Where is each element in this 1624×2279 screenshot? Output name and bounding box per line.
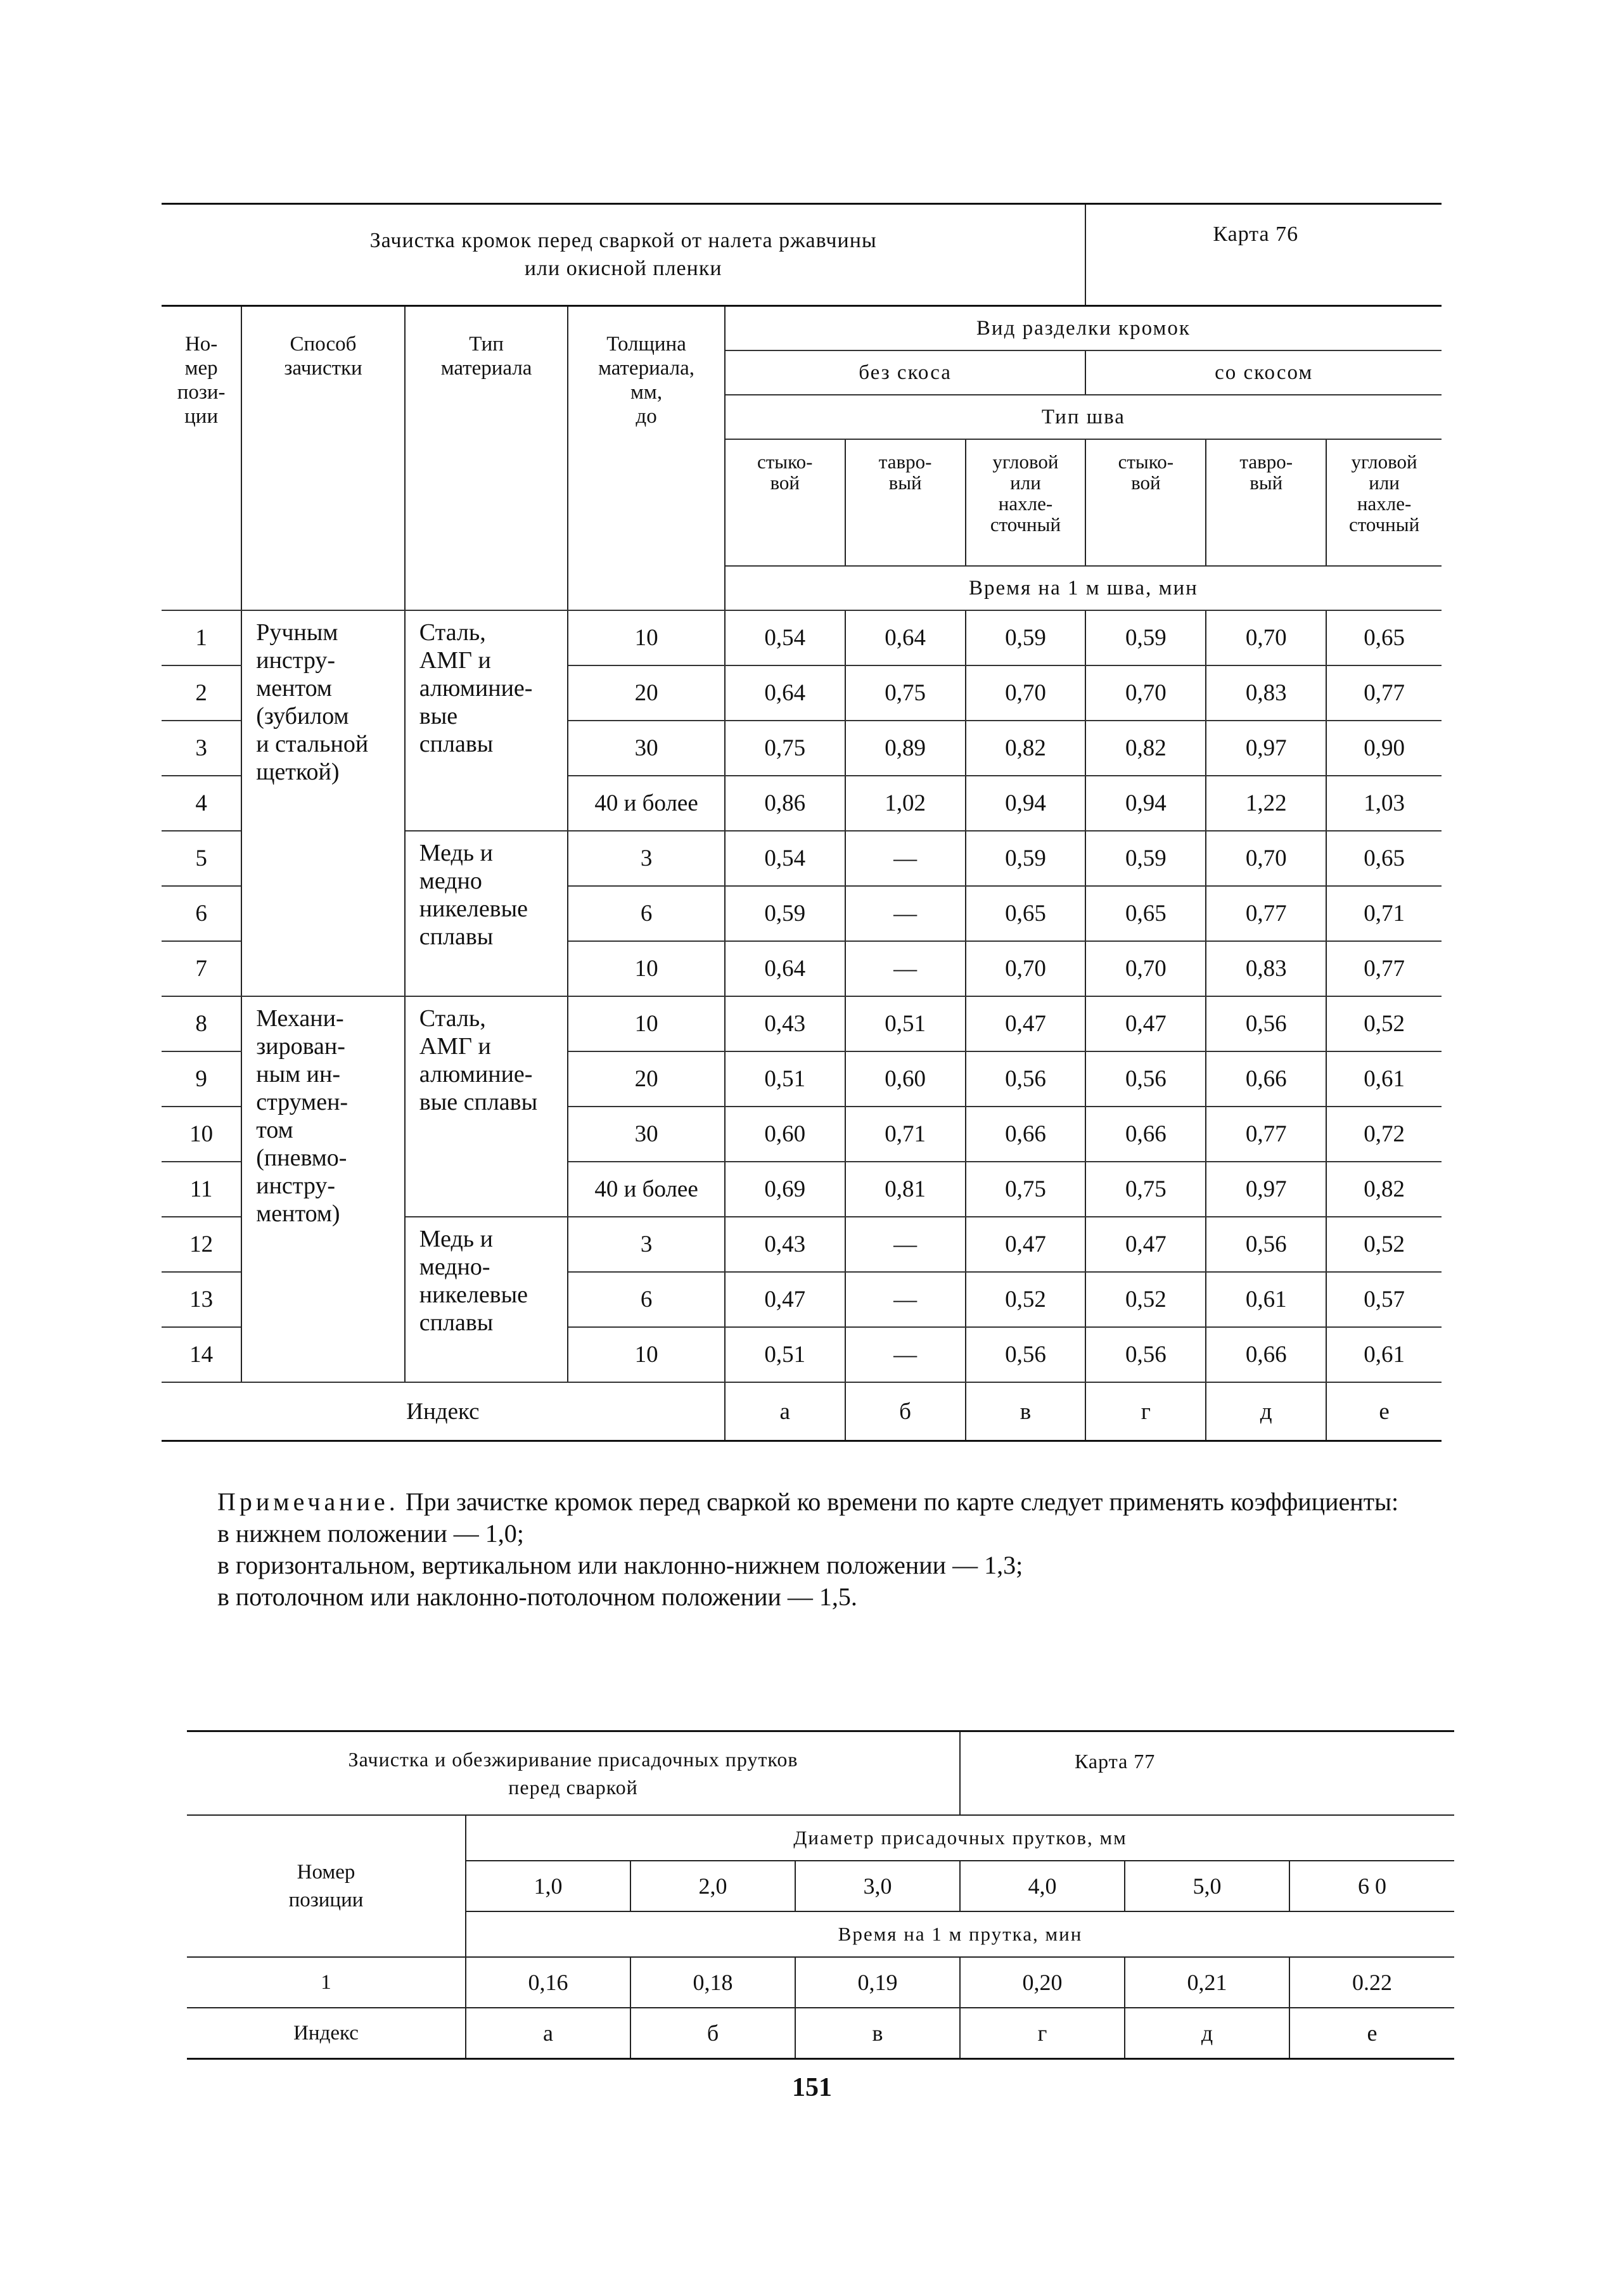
note-item: в потолочном или наклонно-потолочном положении — 1,5.	[217, 1582, 857, 1611]
method-manual: Ручным инстру- ментом (зубилом и стальной щеткой)	[241, 610, 405, 996]
diameter-value: 3,0	[795, 1861, 960, 1911]
header-no-bevel: без скоса	[725, 350, 1086, 395]
title-line-2: или окисной пленки	[524, 257, 722, 280]
header-groove-type: Вид разделки кромок	[725, 306, 1442, 351]
header-seam-butt-bevel: стыко- вой	[1085, 439, 1206, 566]
header-bevel: со скосом	[1085, 350, 1442, 395]
header-seam-fillet: угловой или нахле- сточный	[966, 439, 1086, 566]
note-text: При зачистке кромок перед сваркой ко времени по карте следует применять коэффициенты:	[405, 1487, 1399, 1516]
table-row: 5 Медь и медно никелевые сплавы 3 0,54 — 0,59 0,59 0,70 0,65	[162, 831, 1442, 886]
diameter-value: 5,0	[1125, 1861, 1289, 1911]
header-time: Время на 1 м шва, мин	[725, 566, 1442, 610]
diameter-value: 4,0	[960, 1861, 1125, 1911]
card-77-title: Зачистка и обезжиривание присадочных прутков перед сваркой	[187, 1731, 960, 1816]
material-steel-2: Сталь, АМГ и алюминие- вые сплавы	[405, 996, 568, 1217]
index-row: Индекс а б в г д е	[162, 1382, 1442, 1441]
index-label: Индекс	[162, 1382, 725, 1441]
material-copper: Медь и медно никелевые сплавы	[405, 831, 568, 996]
note-item: в горизонтальном, вертикальном или наклонно-нижнем положении — 1,3;	[217, 1551, 1023, 1579]
card-77-label: Карта 77	[960, 1731, 1454, 1816]
table-row: 13 6 0,47 — 0,52 0,52 0,61 0,57	[162, 1272, 1442, 1327]
table-row: 8 Механи- зирован- ным ин- струмен- том (пневмо- инстру- ментом) Сталь, АМГ и алюминие- вые сплавы 10 0,43 0,51 0,47 0,47 0,56 0,52	[162, 996, 1442, 1051]
note-label: Примечание.	[217, 1487, 399, 1516]
table-row: 3 30 0,75 0,89 0,82 0,82 0,97 0,90	[162, 721, 1442, 776]
index-label: Индекс	[187, 2008, 466, 2059]
table-row: 1 Ручным инстру- ментом (зубилом и стальной щеткой) Сталь, АМГ и алюминие- вые сплавы 10 0,54 0,64 0,59 0,59 0,70 0,65	[162, 610, 1442, 665]
table-row: 2 20 0,64 0,75 0,70 0,70 0,83 0,77	[162, 665, 1442, 721]
table-row: 1 0,16 0,18 0,19 0,20 0,21 0.22	[187, 1957, 1454, 2008]
note-block	[170, 1486, 1443, 1613]
card-76-table	[162, 203, 1442, 1442]
note-item: в нижнем положении — 1,0;	[217, 1519, 524, 1548]
diameter-value: 1,0	[466, 1861, 630, 1911]
diameter-value: 2,0	[630, 1861, 795, 1911]
diameter-value: 6 0	[1289, 1861, 1454, 1911]
table-row: 7 10 0,64 — 0,70 0,70 0,83 0,77	[162, 941, 1442, 996]
table-row: 12 Медь и медно- никелевые сплавы 3 0,43 — 0,47 0,47 0,56 0,52	[162, 1217, 1442, 1272]
material-copper-2: Медь и медно- никелевые сплавы	[405, 1217, 568, 1382]
table-row: 11 40 и более 0,69 0,81 0,75 0,75 0,97 0,82	[162, 1162, 1442, 1217]
card-77-table	[187, 1730, 1454, 2060]
header-seam-tee-bevel: тавро- вый	[1206, 439, 1326, 566]
page-number: 151	[792, 2073, 832, 2102]
header-seam-butt: стыко- вой	[725, 439, 845, 566]
header-position-number: Но- мер пози- ции	[162, 306, 241, 611]
note-paragraph	[170, 1486, 1443, 1518]
card-76-title	[162, 204, 1085, 306]
table-row: 14 10 0,51 — 0,56 0,56 0,66 0,61	[162, 1327, 1442, 1382]
header-material: Тип материала	[405, 306, 568, 611]
header-position-number: Номер позиции	[187, 1815, 466, 1957]
table-row: 9 20 0,51 0,60 0,56 0,56 0,66 0,61	[162, 1051, 1442, 1107]
header-seam-tee: тавро- вый	[845, 439, 966, 566]
card-76-label: Карта 76	[1085, 204, 1442, 306]
table-row: 6 6 0,59 — 0,65 0,65 0,77 0,71	[162, 886, 1442, 941]
header-seam-fillet-bevel: угловой или нахле- сточный	[1326, 439, 1442, 566]
table-row: 4 40 и более 0,86 1,02 0,94 0,94 1,22 1,03	[162, 776, 1442, 831]
table-row: 10 30 0,60 0,71 0,66 0,66 0,77 0,72	[162, 1107, 1442, 1162]
method-mechanized: Механи- зирован- ным ин- струмен- том (пневмо- инстру- ментом)	[241, 996, 405, 1382]
header-seam-type: Тип шва	[725, 395, 1442, 439]
header-time: Время на 1 м прутка, мин	[466, 1911, 1454, 1957]
header-method: Способ зачистки	[241, 306, 405, 611]
material-steel: Сталь, АМГ и алюминие- вые сплавы	[405, 610, 568, 831]
header-thickness: Толщина материала, мм, до	[568, 306, 724, 611]
title-line-1: Зачистка кромок перед сваркой от налета ржавчины	[369, 229, 877, 252]
header-diameter: Диаметр присадочных прутков, мм	[466, 1815, 1454, 1861]
index-row: Индекс а б в г д е	[187, 2008, 1454, 2059]
